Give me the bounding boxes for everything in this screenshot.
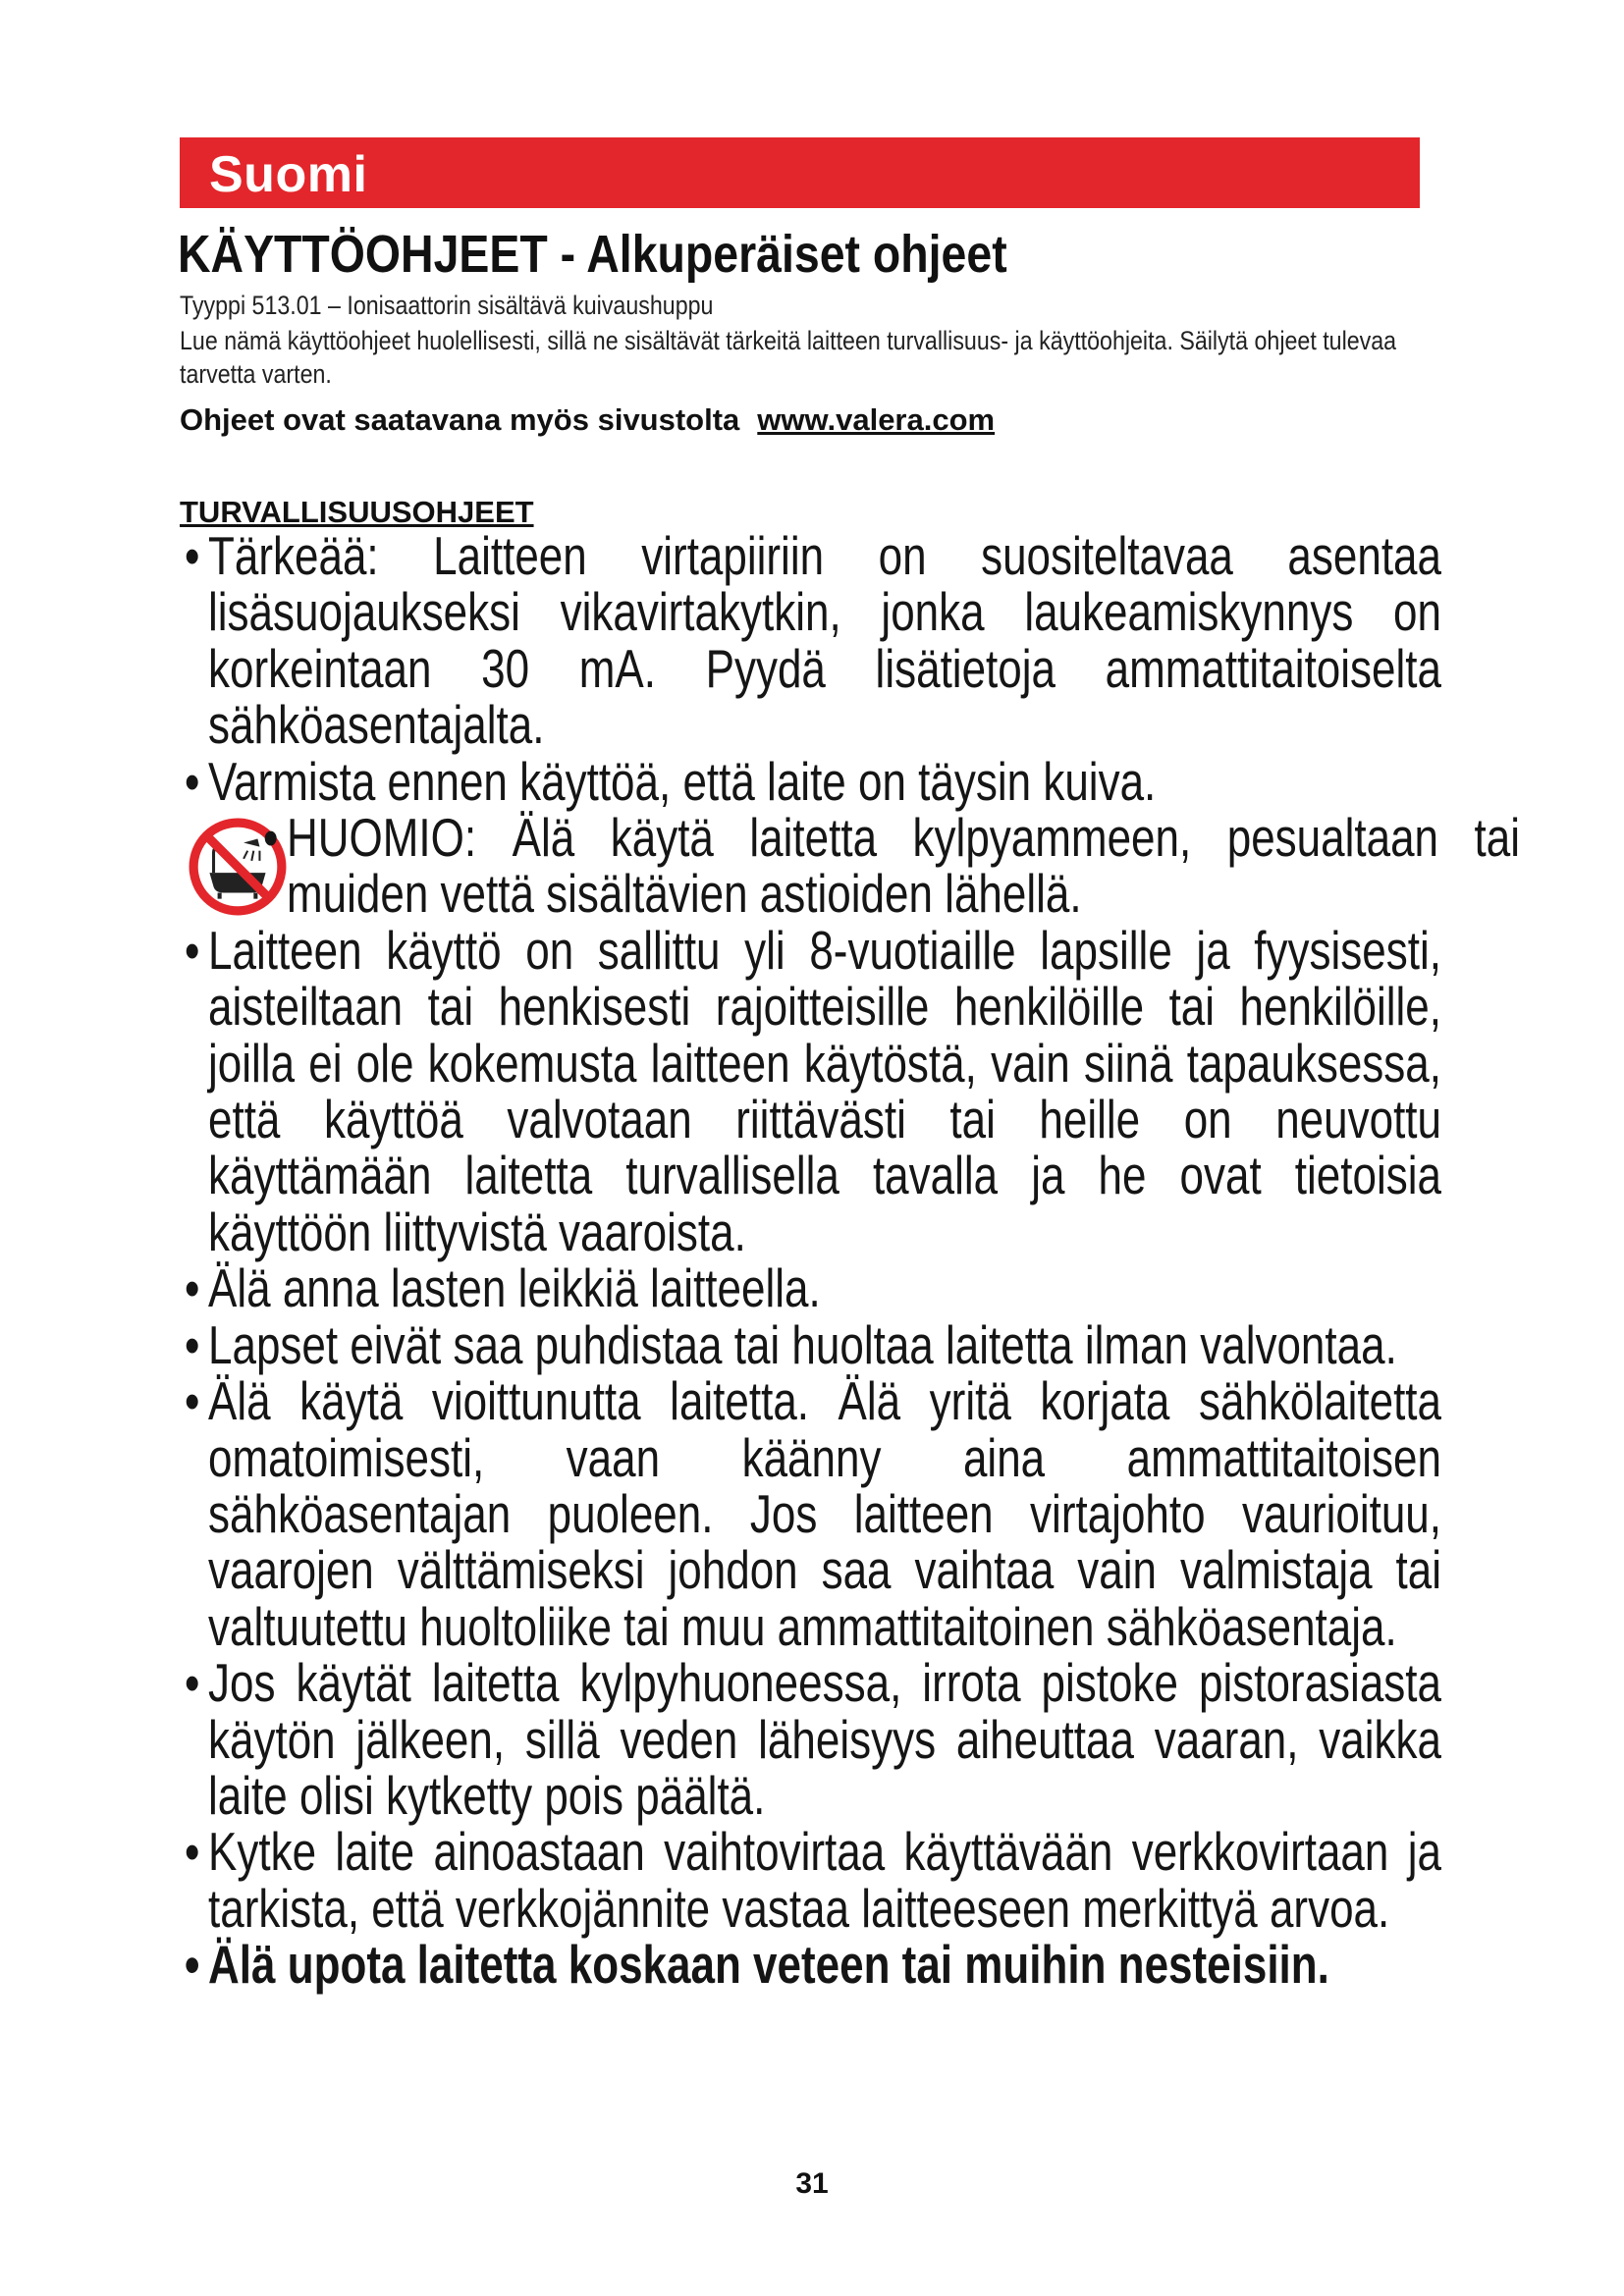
bullet: • [185, 1821, 200, 1883]
intro-text: Lue nämä käyttöohjeet huolellisesti, sillä ne sisältävät tärkeitä laitteen turvallisuus- ja käyttöohjeita. Säilytä ohjeet tulevaa tarvetta varten. [180, 326, 1397, 389]
bullet: • [185, 919, 200, 981]
bullet: • [185, 1934, 200, 1996]
bullet: • [185, 1370, 200, 1432]
page-title: KÄYTTÖOHJEET - Alkuperäiset ohjeet [178, 225, 1007, 284]
safety-item-text: Tärkeää: Laitteen virtapiiriin on suositeltavaa asentaa lisäsuojaukseksi vikavirtakytkin, jonka laukeamiskynnys on korkeintaan 30 mA. Pyydä lisätietoja ammattitaitoiselta sähköasentajalta. [208, 525, 1441, 756]
bullet: • [185, 1313, 200, 1375]
safety-item [185, 1313, 1441, 1375]
website-line [180, 402, 995, 438]
safety-item-text: Laitteen käyttö on sallittu yli 8-vuotiaille lapsille ja fyysisesti, aisteiltaan tai henkisesti rajoitteisille henkilöille tai henkilöille, joilla ei ole kokemusta laitteen käytöstä, vain siinä tapauksessa, että käyttöä valvotaan riittävästi tai heille on neuvottu käyttämään laitetta turvallisella tavalla ja he ovat tietoisia käyttöön liittyvistä vaaroista. [208, 919, 1441, 1262]
safety-item [185, 919, 1441, 1262]
safety-item [185, 1257, 1441, 1319]
safety-item-text: Jos käytät laitetta kylpyhuoneessa, irrota pistoke pistorasiasta käytön jälkeen, sillä veden läheisyys aiheuttaa vaaran, vaikka laite olisi kytketty pois päältä. [208, 1652, 1441, 1826]
safety-item [185, 750, 1441, 812]
page-number: 31 [795, 2167, 829, 2200]
safety-item-text: Kytke laite ainoastaan vaihtovirtaa käyttävään verkkovirtaan ja tarkista, että verkkojännite vastaa laitteeseen merkittyä arvoa. [208, 1821, 1441, 1939]
website-link[interactable]: www.valera.com [757, 402, 996, 437]
safety-item-text: Älä käytä vioittunutta laitetta. Älä yritä korjata sähkölaitetta omatoimisesti, vaan käänny aina ammattitaitoisen sähköasentajan puoleen. Jos laitteen virtajohto vaurioituu, vaarojen välttämiseksi johdon saa vaihtaa vain valmistaja tai valtuutettu huoltoliike tai muu ammattitaitoinen sähköasentaja. [208, 1370, 1441, 1657]
bullet: • [185, 1257, 200, 1319]
bullet: • [185, 1652, 200, 1714]
safety-item [185, 525, 1441, 756]
product-type: Tyyppi 513.01 – Ionisaattorin sisältävä kuivaushuppu [180, 291, 714, 320]
safety-item [185, 1370, 1441, 1657]
safety-item-warning [185, 807, 1520, 925]
bullet: • [185, 750, 200, 812]
safety-item [185, 1821, 1441, 1939]
website-text: Ohjeet ovat saatavana myös sivustolta [180, 402, 740, 437]
language-banner [180, 137, 1420, 208]
bullet: • [263, 807, 279, 869]
bullet: • [185, 525, 200, 586]
safety-item-text: Varmista ennen käyttöä, että laite on täysin kuiva. [208, 750, 1157, 812]
safety-item-text: Älä anna lasten leikkiä laitteella. [208, 1257, 821, 1319]
safety-item-text: Lapset eivät saa puhdistaa tai huoltaa laitetta ilman valvontaa. [208, 1313, 1397, 1375]
safety-item-text: Älä upota laitetta koskaan veteen tai muihin nesteisiin. [208, 1934, 1329, 1996]
language-label: Suomi [209, 146, 368, 203]
safety-item [185, 1652, 1441, 1826]
safety-item-emphasis [185, 1934, 1441, 1996]
safety-heading: TURVALLISUUSOHJEET [180, 495, 534, 529]
safety-item-text: HUOMIO: Älä käytä laitetta kylpyammeen, pesualtaan tai muiden vettä sisältävien astioiden lähellä. [287, 807, 1520, 925]
safety-list [185, 525, 1520, 1996]
